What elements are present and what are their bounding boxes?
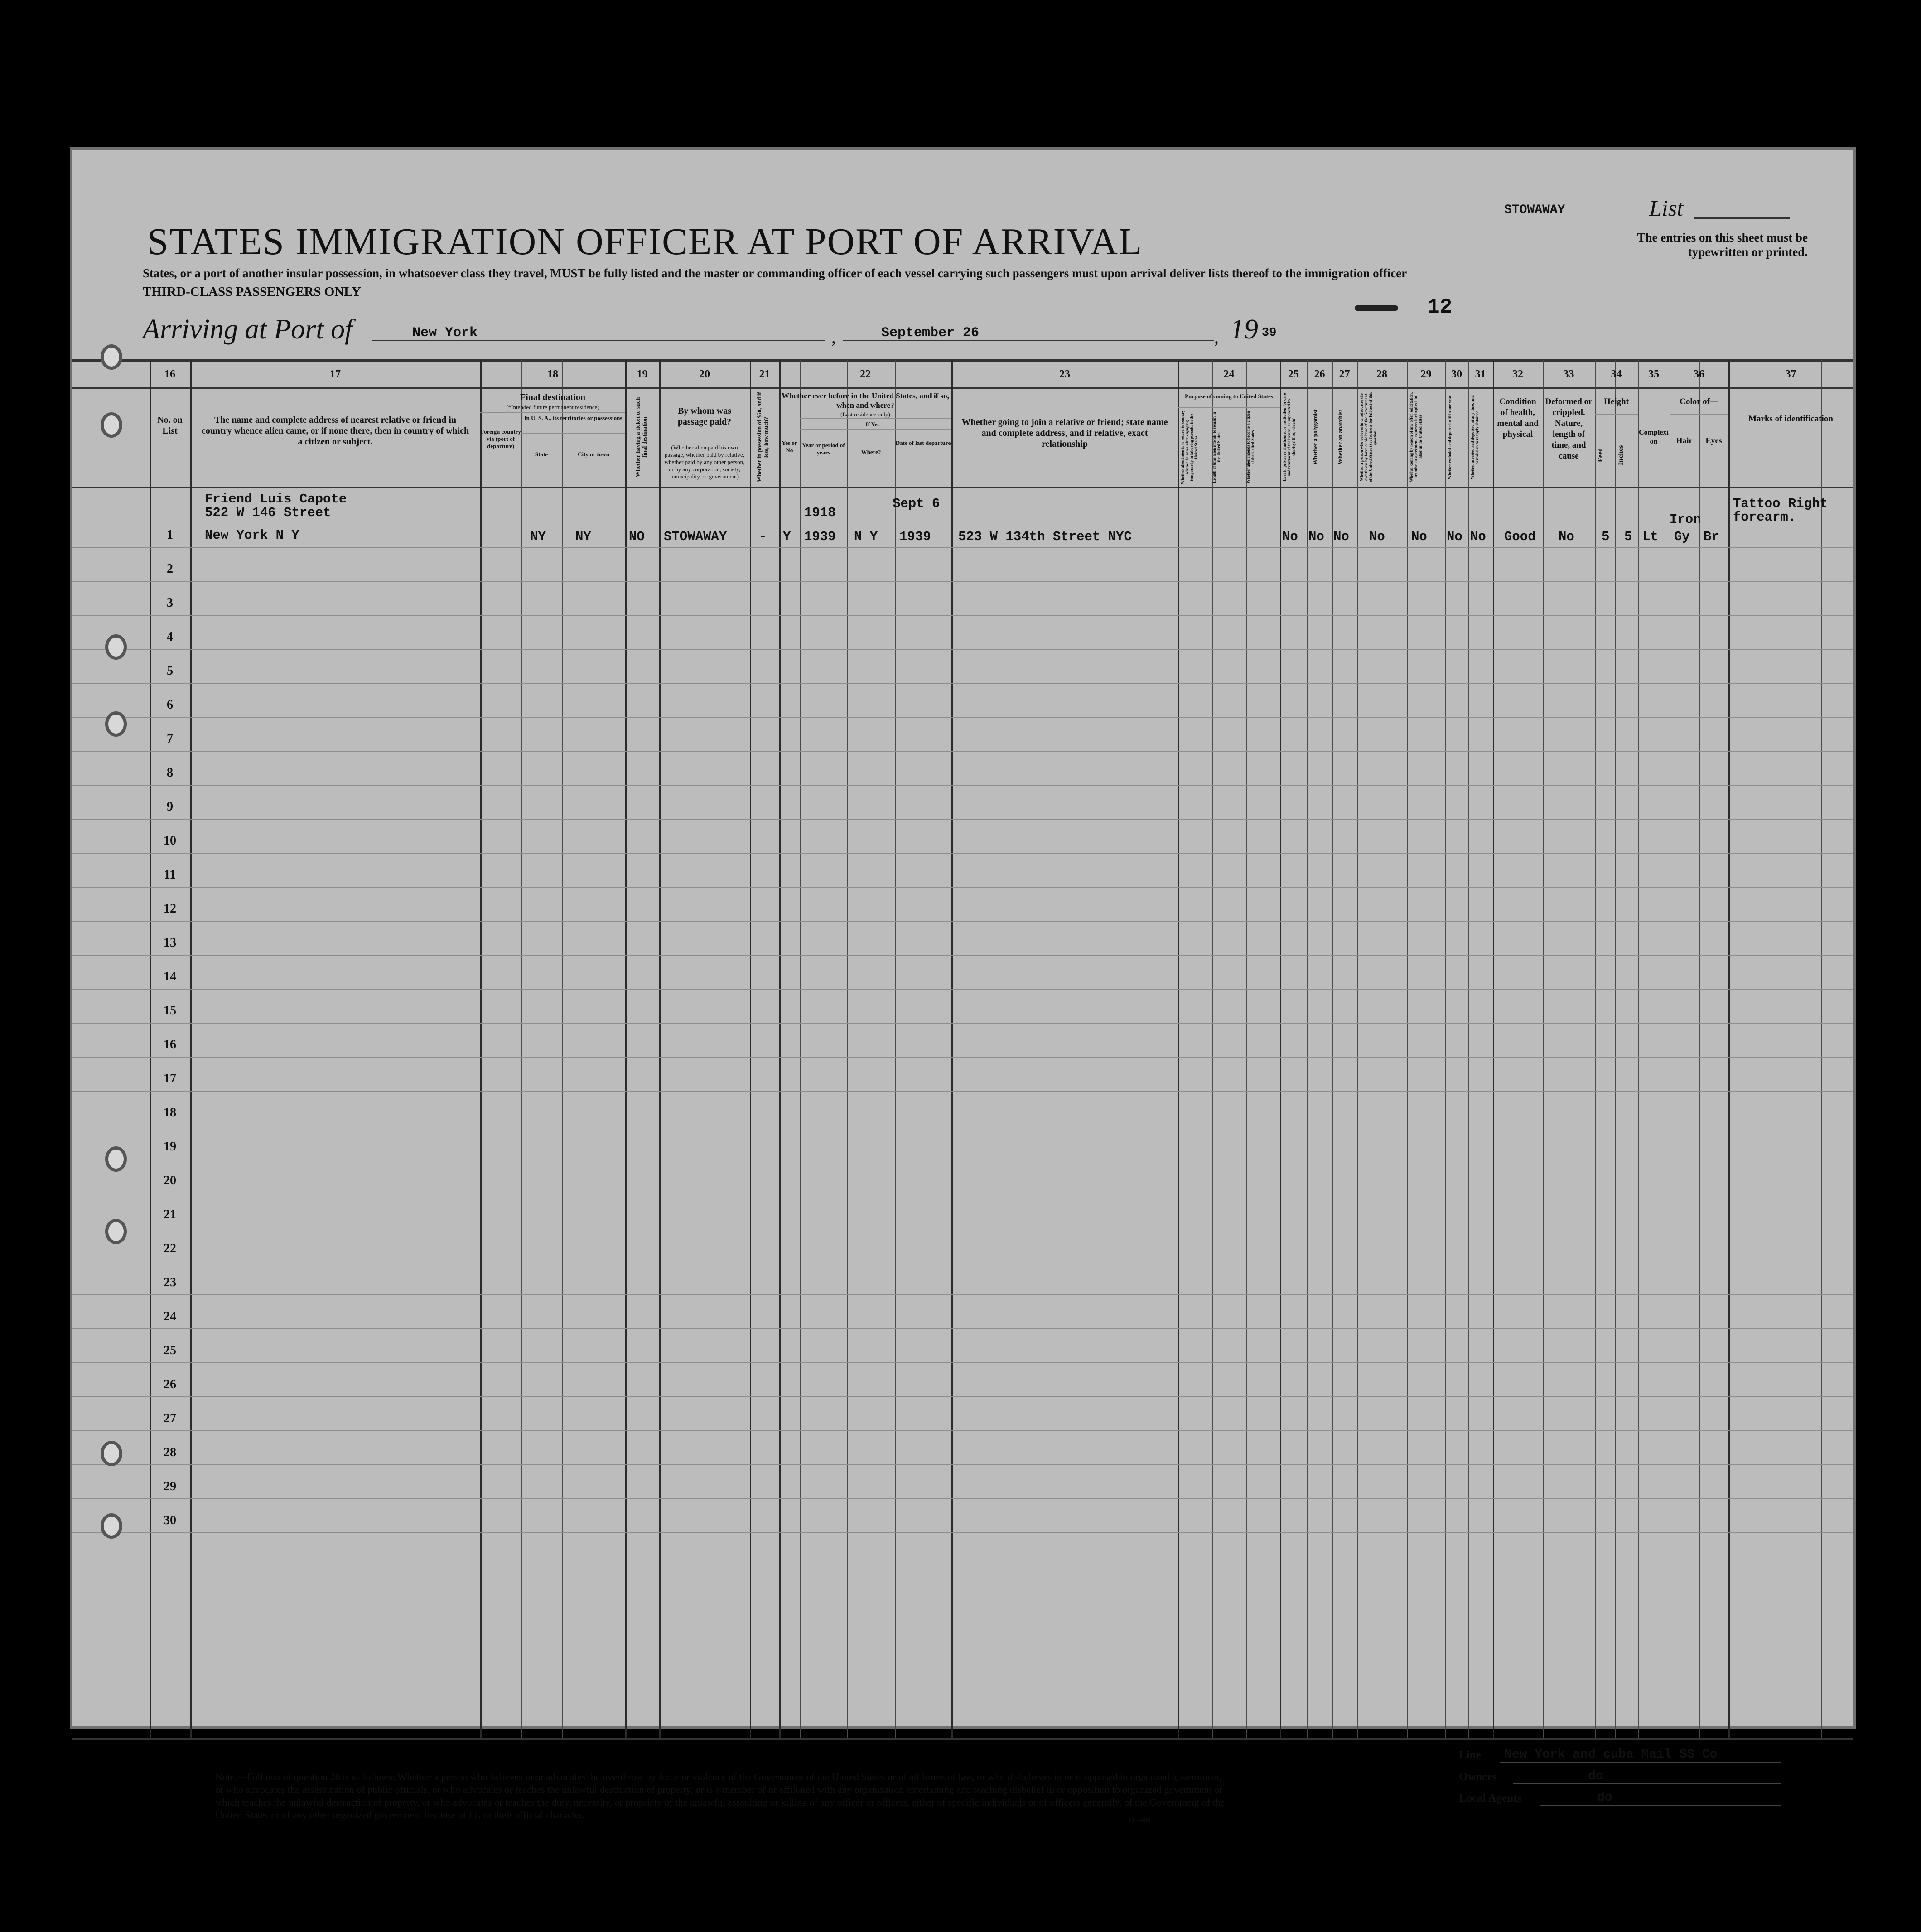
row-rule <box>72 1362 1853 1363</box>
col-number-19: 19 <box>637 368 648 380</box>
colnum-rule <box>72 387 1853 389</box>
header-prison: Ever in prison or almshouse, or institution for care and treatment of the insane, or supported by charity? If so, which? <box>1282 393 1296 482</box>
deformed-value: No <box>1559 529 1574 544</box>
list-label: List <box>1649 195 1684 221</box>
column-rule <box>190 360 192 1738</box>
header-color-of: Color of— <box>1680 397 1718 406</box>
row-rule <box>72 785 1853 786</box>
row-number: 29 <box>164 1479 176 1493</box>
row-number: 17 <box>164 1072 176 1086</box>
row-rule <box>72 683 1853 684</box>
header-year: Year or period of years <box>802 442 845 456</box>
row-number: 15 <box>164 1004 176 1018</box>
row-number: 18 <box>164 1106 176 1120</box>
column-rule <box>750 360 751 1738</box>
header-marks: Marks of identification <box>1748 414 1833 424</box>
header-nearest-relative: The name and complete address of nearest relative or friend in country whence alien came, or if none there, then in country of which a citizen or subject. <box>201 415 469 447</box>
column-rule <box>951 360 953 1738</box>
col-number-31: 31 <box>1475 368 1486 380</box>
row-number: 28 <box>164 1445 176 1459</box>
agents-value: do <box>1597 1791 1612 1805</box>
column-rule <box>1638 360 1639 1738</box>
year-prefix: 19 <box>1230 314 1258 345</box>
binder-hole <box>105 711 127 737</box>
header-going-to-join: Whether going to join a relative or friend; state name and complete address, and if relative, exact relationship <box>961 417 1168 449</box>
column-rule <box>625 360 627 1738</box>
row-rule <box>72 853 1853 854</box>
complexion-value: Lt <box>1642 529 1658 544</box>
col-number-32: 32 <box>1512 368 1523 380</box>
header-overthrow: Whether a person who believes in or advocates the overthrow by force or violence of the Government of the United States (See footnote for full text of this question) <box>1359 392 1377 483</box>
row-rule <box>72 1396 1853 1397</box>
header-eyes: Eyes <box>1705 436 1722 445</box>
column-rule <box>1728 360 1730 1738</box>
header-date-departure: Date of last departure <box>895 440 951 446</box>
row-number: 9 <box>167 800 173 814</box>
column-rule <box>847 360 848 1738</box>
line-label: Line <box>1459 1749 1481 1761</box>
header-excluded: Whether excluded and deported within one year <box>1448 395 1452 479</box>
header-in-usa: In U. S. A., its territories or possessions <box>524 415 623 421</box>
row-number: 7 <box>167 732 173 746</box>
column-rule <box>562 360 563 1738</box>
col-number-35: 35 <box>1648 368 1659 380</box>
row-rule <box>72 1464 1853 1465</box>
row-number: 3 <box>167 596 173 610</box>
col-number-25: 25 <box>1288 368 1299 380</box>
binder-hole <box>105 1146 127 1172</box>
hair-note-value: Iron <box>1670 512 1701 527</box>
header-subrule <box>1595 414 1638 415</box>
binder-hole <box>105 1219 127 1244</box>
header-height: Height <box>1604 397 1629 406</box>
been-before-value: Y <box>783 529 791 544</box>
header-purpose: Purpose of coming to United States <box>1185 393 1273 400</box>
where-value: N Y <box>854 529 878 544</box>
row-number: 11 <box>164 868 176 882</box>
header-ever-before: Whether ever before in the United States, and if so, when and where? <box>782 391 949 410</box>
row-number: 25 <box>164 1343 176 1357</box>
ticket-value: NO <box>629 529 645 544</box>
row-number: 21 <box>164 1208 176 1222</box>
header-yes-no: Yes or No <box>782 440 797 454</box>
row-rule <box>72 1532 1853 1533</box>
row-rule <box>72 751 1853 752</box>
inches-value: 5 <box>1624 529 1632 544</box>
col-number-16: 16 <box>164 368 175 380</box>
header-health: Condition of health, mental and physical <box>1497 397 1539 439</box>
header-subrule <box>800 418 951 419</box>
column-rule <box>1178 360 1179 1738</box>
binder-hole <box>101 1513 122 1539</box>
polygamist-value: No <box>1308 529 1324 544</box>
friend-name: Friend Luis Capote <box>205 492 347 507</box>
row-number: 5 <box>167 664 173 678</box>
header-inches: Inches <box>1617 445 1625 466</box>
column-rule <box>659 360 661 1738</box>
row-number: 19 <box>164 1140 176 1154</box>
header-subrule <box>800 429 951 430</box>
manifest-table <box>72 360 1853 1740</box>
header-where: Where? <box>861 449 881 455</box>
header-complexion: Complexion <box>1639 429 1669 445</box>
binder-hole <box>105 634 127 660</box>
owners-label: Owners <box>1459 1771 1497 1783</box>
row-number: 10 <box>164 834 176 848</box>
destination-city: NY <box>575 529 591 544</box>
column-rule <box>800 360 801 1738</box>
row-number: 2 <box>167 562 173 576</box>
binder-hole <box>101 1441 122 1466</box>
manifest-sheet <box>72 150 1853 1824</box>
health-value: Good <box>1504 529 1536 544</box>
header-offer-labor: Whether coming by reason of any offer, solicitation, promise, or agreement, expressed or implied, to labor in the United States <box>1409 392 1423 483</box>
comma-2: , <box>1214 327 1219 347</box>
sheet-subtitle: States, or a port of another insular possession, in whatsoever class they travel, MUST be fully listed and the master or commanding officer of each vessel carrying such passengers must upon arrival deliver lists thereof to the immigration officer <box>143 266 1407 280</box>
header-polygamist: Whether a polygamist <box>1312 409 1318 465</box>
col-number-28: 28 <box>1376 368 1387 380</box>
row-number: 26 <box>164 1377 176 1391</box>
page-mark <box>1355 305 1398 311</box>
class-label: THIRD-CLASS PASSENGERS ONLY <box>143 285 361 299</box>
friend-city: New York N Y <box>205 528 299 543</box>
year-suffix: 39 <box>1262 326 1277 340</box>
money-value: - <box>759 529 767 544</box>
row-rule <box>72 921 1853 922</box>
column-rule <box>480 360 482 1738</box>
hair-value: Gy <box>1674 529 1690 544</box>
agents-underline <box>1540 1805 1781 1806</box>
row-rule <box>72 887 1853 888</box>
column-rule <box>895 360 896 1738</box>
marks-line-1: Tattoo Right <box>1733 496 1828 511</box>
col-number-29: 29 <box>1420 368 1432 380</box>
col-number-21: 21 <box>759 368 770 380</box>
header-subrule <box>1670 414 1728 415</box>
header-passage-paid-note: (Whether alien paid his own passage, whether paid by relative, whether paid by any other person, or by any corporation, society, municipality, or government) <box>664 444 745 480</box>
column-rule <box>1307 360 1308 1738</box>
row-rule <box>72 649 1853 650</box>
col-number-20: 20 <box>699 368 710 380</box>
row-number: 30 <box>164 1513 176 1527</box>
header-purpose-b: Length of time alien intends to remain in the United States <box>1212 412 1221 483</box>
column-rule <box>779 360 781 1738</box>
binder-hole <box>101 344 122 370</box>
entries-note: The entries on this sheet must be typewritten or printed. <box>1637 231 1808 259</box>
line-value: New York and cuba Mail SS Co <box>1504 1748 1718 1762</box>
footnote: Note.—Full text of question 28 is as follows: Whether a person who believes in or advocates the overthrow by force or violence of the Government of the United States or of all forms of law, or who disbelieves in or is opposed to organized government, or who advocates the assassination of public officials, or who advocates or teaches the unlawful destruction of property, or is a member of or affiliated with any organization entertaining and teaching disbelief in or opposition to organized government or which teaches the unlawful destruction of property, or who advocates or teaches the duty, necessity, or propriety of the unlawful assaulting or killing of any officer or officers, either of specific individuals or of officers generally, of the Government of the United States or of any other organized government because of his or their official character. <box>215 1771 1225 1821</box>
row-rule <box>72 1091 1853 1092</box>
column-rule <box>1468 360 1469 1738</box>
header-feet: Feet <box>1597 449 1604 462</box>
date-value: September 26 <box>881 325 980 341</box>
col-number-37: 37 <box>1785 368 1796 380</box>
row-rule <box>72 581 1853 582</box>
row-rule <box>72 1023 1853 1024</box>
passage-paid-value: STOWAWAY <box>664 529 727 544</box>
form-number: 14—690 <box>1128 1817 1150 1824</box>
column-rule <box>1615 360 1616 1738</box>
col-number-27: 27 <box>1339 368 1350 380</box>
row-rule <box>72 955 1853 956</box>
row-number: 24 <box>164 1309 176 1323</box>
row-rule <box>72 1294 1853 1295</box>
destination-state: NY <box>530 529 546 544</box>
departure-year-value: 1939 <box>899 529 931 544</box>
header-final-destination: Final destination <box>520 392 585 402</box>
marks-line-2: forearm. <box>1733 510 1796 525</box>
col-number-26: 26 <box>1314 368 1325 380</box>
column-rule <box>1595 360 1596 1738</box>
row-number: 27 <box>164 1411 176 1425</box>
feet-value: 5 <box>1602 529 1610 544</box>
header-final-destination-note: (*Intended future permanent residence) <box>506 404 599 411</box>
header-subrule <box>521 433 625 434</box>
row-number: 6 <box>167 698 173 712</box>
row-rule <box>72 717 1853 718</box>
row-number: 22 <box>164 1241 176 1256</box>
owners-value: do <box>1588 1769 1603 1783</box>
header-ticket: Whether having a ticket to such final destination <box>634 397 648 478</box>
header-if-yes: If Yes— <box>865 421 886 428</box>
line-underline <box>1500 1762 1781 1763</box>
column-rule <box>1332 360 1333 1738</box>
header-arrested: Whether arrested and deported at any time, and permission to reapply obtained <box>1470 395 1479 479</box>
column-rule <box>1543 360 1544 1738</box>
row-number: 1 <box>167 528 173 542</box>
arriving-label: Arriving at Port of <box>143 314 353 345</box>
port-value: New York <box>412 325 478 341</box>
agents-label: Local Agents <box>1459 1792 1522 1804</box>
header-subrule <box>480 412 625 413</box>
header-fifty-dollars: Whether in possession of $50, and if less, how much? <box>756 392 769 483</box>
header-passage-paid: By whom was passage paid? <box>677 406 732 427</box>
header-state: State <box>535 451 548 458</box>
header-foreign-country: Foreign country via (port of departure) <box>480 428 521 449</box>
bottom-rule <box>72 1738 1853 1740</box>
binder-hole <box>101 412 122 438</box>
overthrow-value: No <box>1369 529 1385 544</box>
header-rule <box>72 487 1853 488</box>
header-no-on-list: No. on List <box>157 415 183 436</box>
row-rule <box>72 819 1853 820</box>
col-number-33: 33 <box>1563 368 1574 380</box>
row-number: 8 <box>167 766 173 780</box>
row-number: 16 <box>164 1038 176 1052</box>
eyes-value: Br <box>1704 529 1719 544</box>
column-rule <box>1246 360 1247 1738</box>
header-purpose-a: Whether alien intends to return to country whence he came after engaging temporarily in laboring pursuits in the United States <box>1180 410 1198 485</box>
year-value: 1939 <box>804 529 836 544</box>
header-ever-before-note: (Last residence only) <box>840 411 890 418</box>
column-rule <box>521 360 522 1738</box>
anarchist-value: No <box>1333 529 1349 544</box>
column-rule <box>1280 360 1281 1738</box>
friend-address: 522 W 146 Street <box>205 505 331 520</box>
row-number: 14 <box>164 970 176 984</box>
column-rule <box>1357 360 1358 1738</box>
column-rule <box>1445 360 1446 1738</box>
column-rule <box>1212 360 1213 1738</box>
column-rule <box>1493 360 1494 1738</box>
header-deformed: Deformed or crippled. Nature, length of time, and cause <box>1545 397 1593 461</box>
row-rule <box>72 989 1853 990</box>
row-rule <box>72 1328 1853 1329</box>
row-number: 23 <box>164 1275 176 1290</box>
sheet-title: STATES IMMIGRATION OFFICER AT PORT OF ARRIVAL <box>147 221 1143 263</box>
header-purpose-c: Whether alien intends to become a citizen of the United States <box>1246 411 1255 484</box>
header-anarchist: Whether an anarchist <box>1337 410 1343 465</box>
prison-value: No <box>1282 529 1298 544</box>
row-rule <box>72 615 1853 616</box>
col-number-30: 30 <box>1451 368 1462 380</box>
col-number-18: 18 <box>547 368 558 380</box>
arrested-value: No <box>1470 529 1486 544</box>
col-number-17: 17 <box>330 368 341 380</box>
row-number: 12 <box>164 902 176 916</box>
page-number: 12 <box>1427 295 1453 319</box>
column-rule <box>1699 360 1700 1738</box>
excluded-value: No <box>1447 529 1462 544</box>
row-rule <box>72 1498 1853 1499</box>
col-number-36: 36 <box>1694 368 1704 380</box>
owners-underline <box>1513 1783 1781 1784</box>
row-number: 13 <box>164 936 176 950</box>
list-class: STOWAWAY <box>1504 203 1565 217</box>
col-number-34: 34 <box>1611 368 1622 380</box>
joining-value: 523 W 134th Street NYC <box>958 529 1132 544</box>
col-number-22: 22 <box>860 368 871 380</box>
comma: , <box>831 327 836 347</box>
header-subrule <box>1178 407 1280 408</box>
col-number-23: 23 <box>1059 368 1070 380</box>
departure-day-value: Sept 6 <box>893 496 940 511</box>
row-rule <box>72 1430 1853 1431</box>
year-before-value: 1918 <box>804 505 836 520</box>
offer-labor-value: No <box>1411 529 1427 544</box>
column-rule <box>1407 360 1408 1738</box>
header-city: City or town <box>578 451 609 458</box>
header-hair: Hair <box>1676 436 1693 445</box>
col-number-24: 24 <box>1223 368 1235 380</box>
row-rule <box>72 1057 1853 1058</box>
list-underline <box>1694 217 1790 219</box>
row-number: 4 <box>167 630 173 644</box>
column-rule <box>1821 360 1822 1738</box>
row-number: 20 <box>164 1174 176 1188</box>
row-rule <box>72 547 1853 548</box>
